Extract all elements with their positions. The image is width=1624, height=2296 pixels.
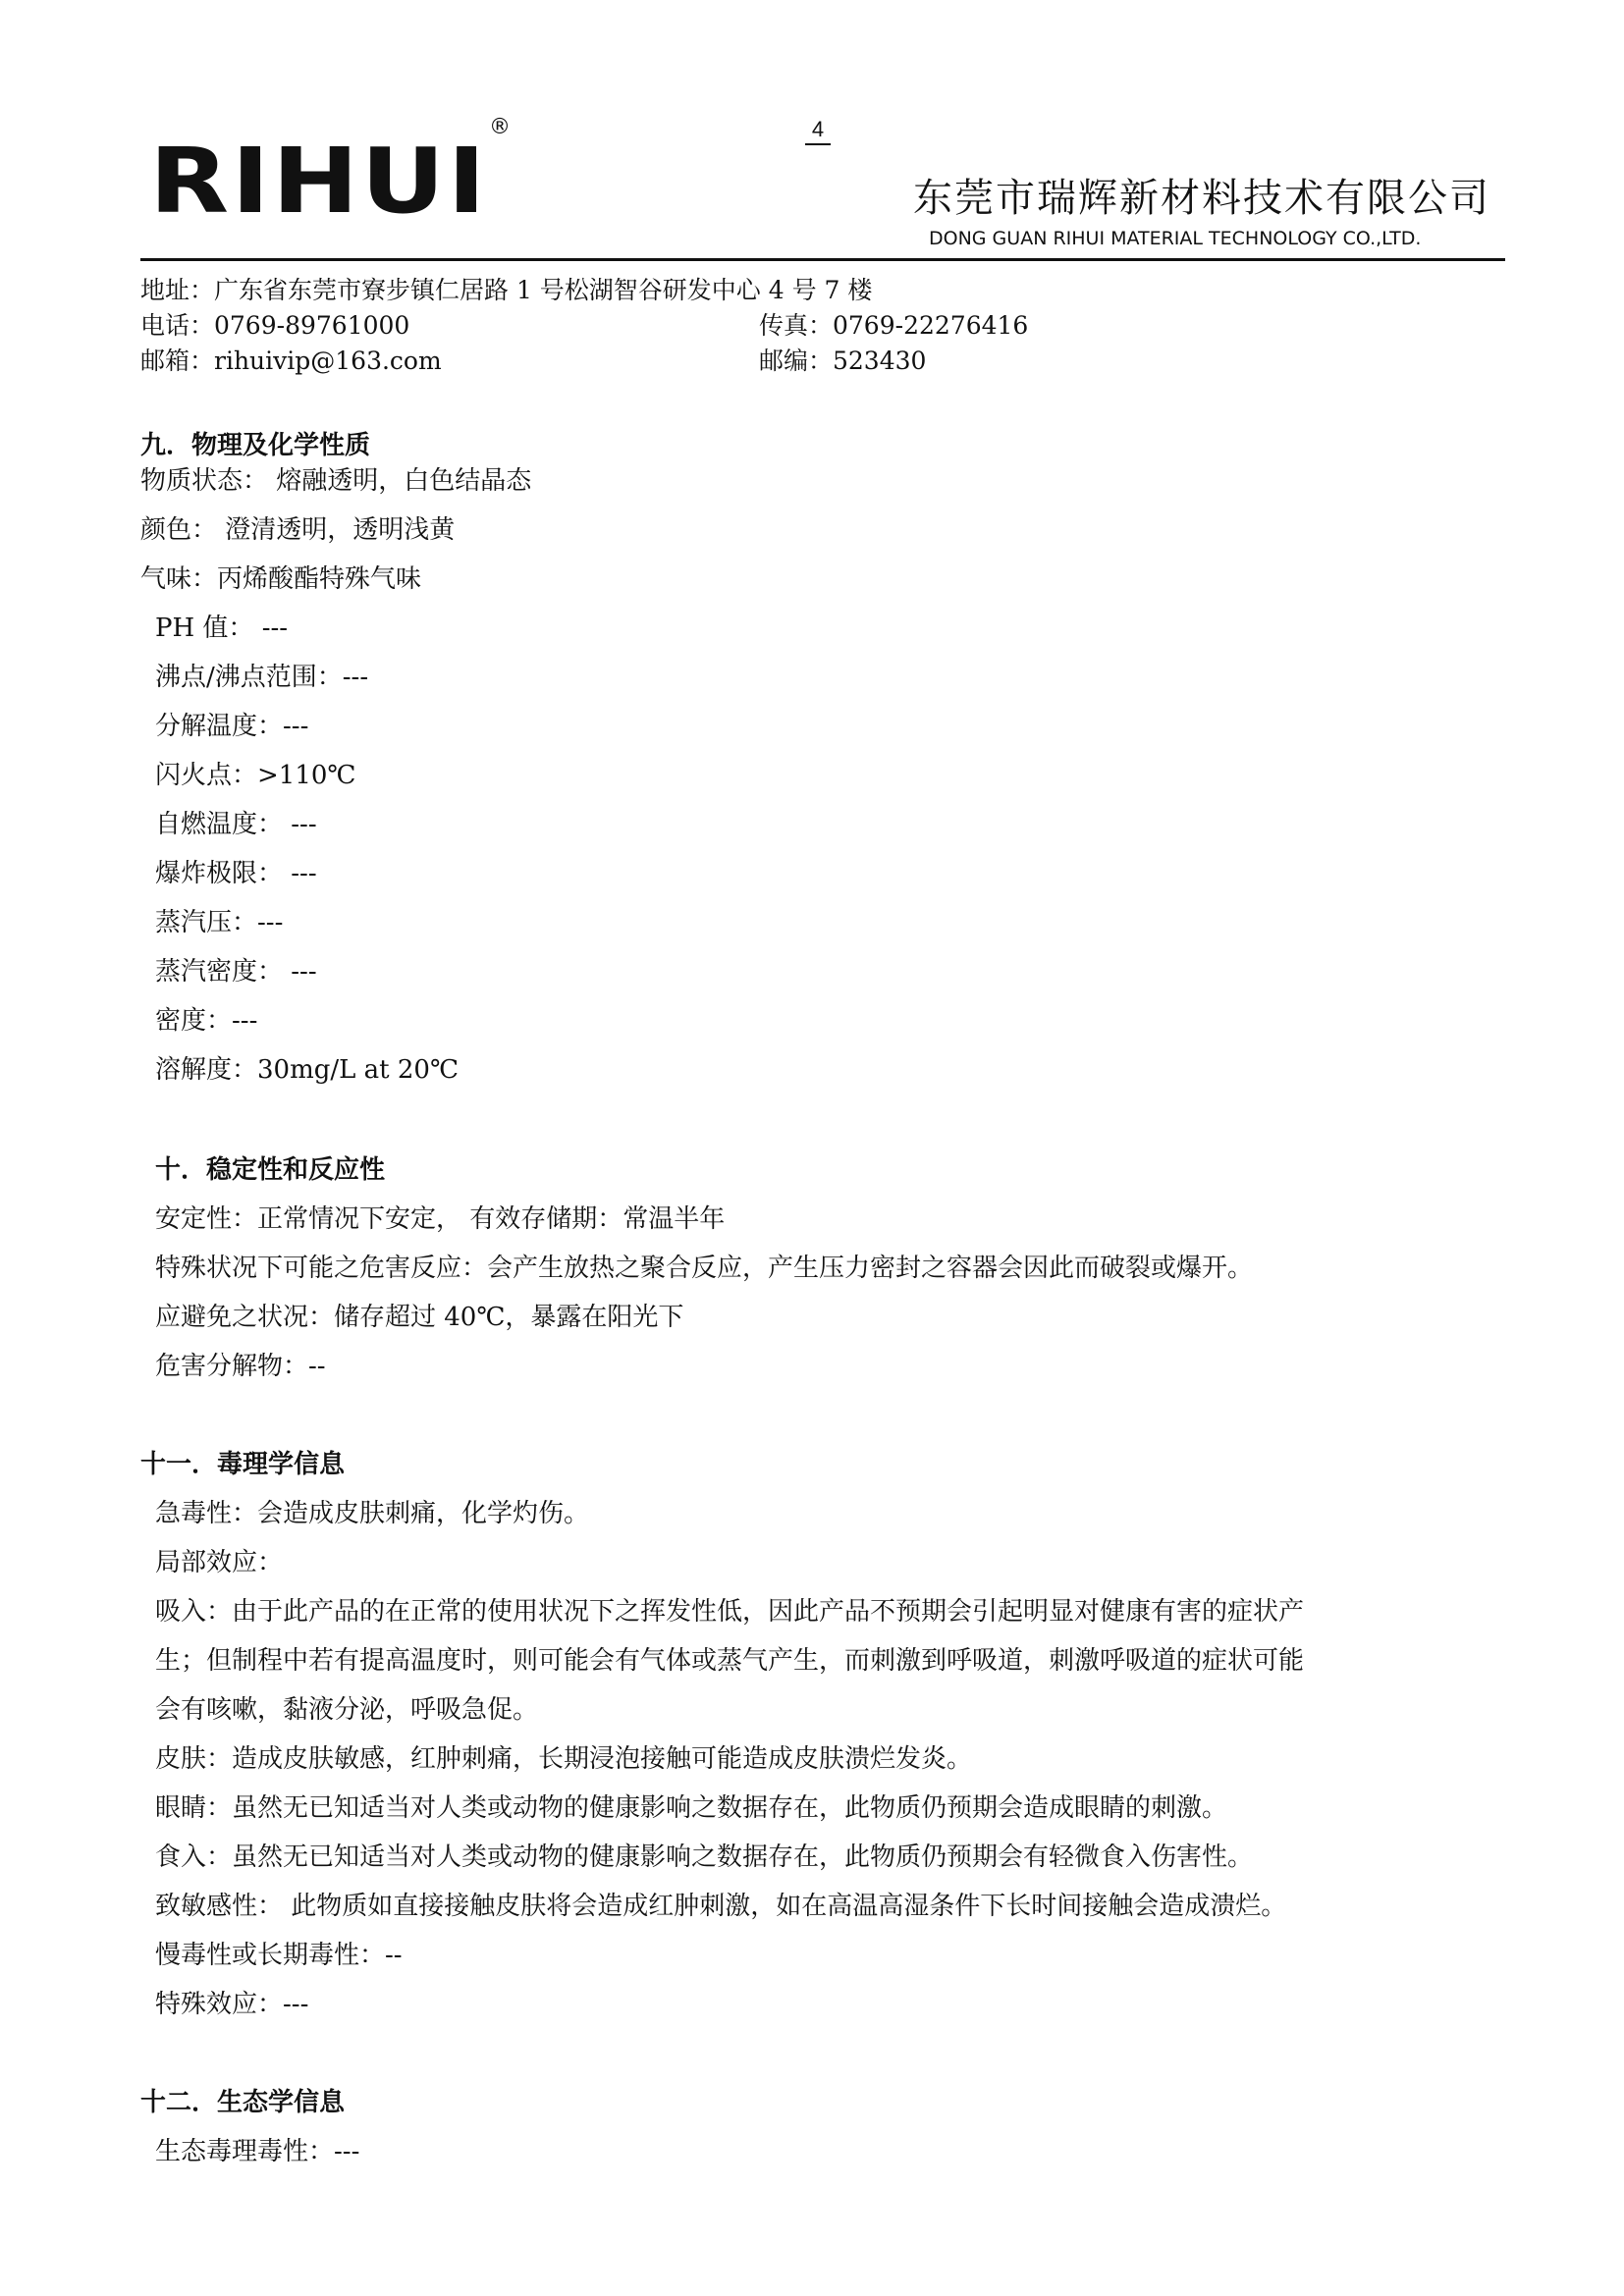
s9-line: 闪火点：>110℃	[155, 761, 356, 790]
header-divider	[140, 258, 1505, 261]
s9-line: 自燃温度： ---	[155, 810, 317, 839]
s10-line: 特殊状况下可能之危害反应：会产生放热之聚合反应，产生压力密封之容器会因此而破裂或爆开。	[155, 1254, 1254, 1283]
s9-line: 爆炸极限： ---	[155, 859, 317, 888]
company-name-cn: 东莞市瑞辉新材料技术有限公司	[913, 176, 1490, 221]
s11-line: 皮肤：造成皮肤敏感，红肿刺痛，长期浸泡接触可能造成皮肤溃烂发炎。	[155, 1744, 973, 1774]
s9-line: 蒸汽压：---	[155, 908, 284, 937]
s9-line: 沸点/沸点范围：---	[155, 663, 369, 692]
s9-line: 物质状态： 熔融透明，白色结晶态	[140, 466, 532, 496]
s9-line: 溶解度：30mg/L at 20℃	[155, 1055, 460, 1085]
s9-line: 分解温度：---	[155, 712, 309, 741]
page-number: 4	[805, 116, 831, 145]
company-name-en: DONG GUAN RIHUI MATERIAL TECHNOLOGY CO.,LTD.	[929, 228, 1422, 249]
s11-line: 致敏感性： 此物质如直接接触皮肤将会造成红肿刺激，如在高温高湿条件下长时间接触会造成溃烂。	[155, 1892, 1287, 1921]
s11-line: 生；但制程中若有提高温度时，则可能会有气体或蒸气产生，而刺激到呼吸道，刺激呼吸道的症状可能	[155, 1646, 1305, 1676]
section-12-title: 十二．生态学信息	[140, 2088, 346, 2117]
section-9-title: 九．物理及化学性质	[140, 431, 371, 460]
s11-line: 吸入：由于此产品的在正常的使用状况下之挥发性低，因此产品不预期会引起明显对健康有害的症状产	[155, 1597, 1305, 1627]
s9-line: 密度：---	[155, 1006, 258, 1036]
s11-line: 慢毒性或长期毒性：--	[155, 1941, 403, 1970]
s10-line: 安定性：正常情况下安定， 有效存储期：常温半年	[155, 1204, 726, 1234]
s9-line: PH 值： ---	[155, 614, 289, 643]
registered-trademark-icon: ®	[489, 116, 511, 139]
s11-line: 会有咳嗽，黏液分泌，呼吸急促。	[155, 1695, 539, 1725]
s10-line: 应避免之状况：储存超过 40℃，暴露在阳光下	[155, 1303, 684, 1332]
s9-line: 颜色： 澄清透明，透明浅黄	[140, 515, 456, 545]
postcode: 邮编：523430	[759, 347, 927, 375]
s11-line: 急毒性：会造成皮肤刺痛，化学灼伤。	[155, 1499, 590, 1528]
address: 地址：广东省东莞市寮步镇仁居路 1 号松湖智谷研发中心 4 号 7 楼	[140, 276, 873, 304]
s10-line: 危害分解物：--	[155, 1352, 326, 1381]
s11-line: 特殊效应：---	[155, 1990, 309, 2019]
fax: 传真：0769-22276416	[759, 311, 1029, 340]
s11-line: 局部效应：	[155, 1548, 284, 1577]
s12-line: 生态毒理毒性：---	[155, 2137, 360, 2166]
company-logo	[149, 116, 513, 224]
logo-wordmark: RIHUI	[149, 129, 488, 224]
email: 邮箱：rihuivip@163.com	[140, 347, 442, 375]
section-10-title: 十．稳定性和反应性	[155, 1155, 386, 1185]
phone: 电话：0769-89761000	[140, 311, 410, 340]
section-11-title: 十一．毒理学信息	[140, 1450, 346, 1479]
s9-line: 气味：丙烯酸酯特殊气味	[140, 564, 422, 594]
s9-line: 蒸汽密度： ---	[155, 957, 317, 987]
s11-line: 眼睛：虽然无已知适当对人类或动物的健康影响之数据存在，此物质仍预期会造成眼睛的刺激。	[155, 1793, 1228, 1823]
s11-line: 食入：虽然无已知适当对人类或动物的健康影响之数据存在，此物质仍预期会有轻微食入伤害性。	[155, 1842, 1254, 1872]
